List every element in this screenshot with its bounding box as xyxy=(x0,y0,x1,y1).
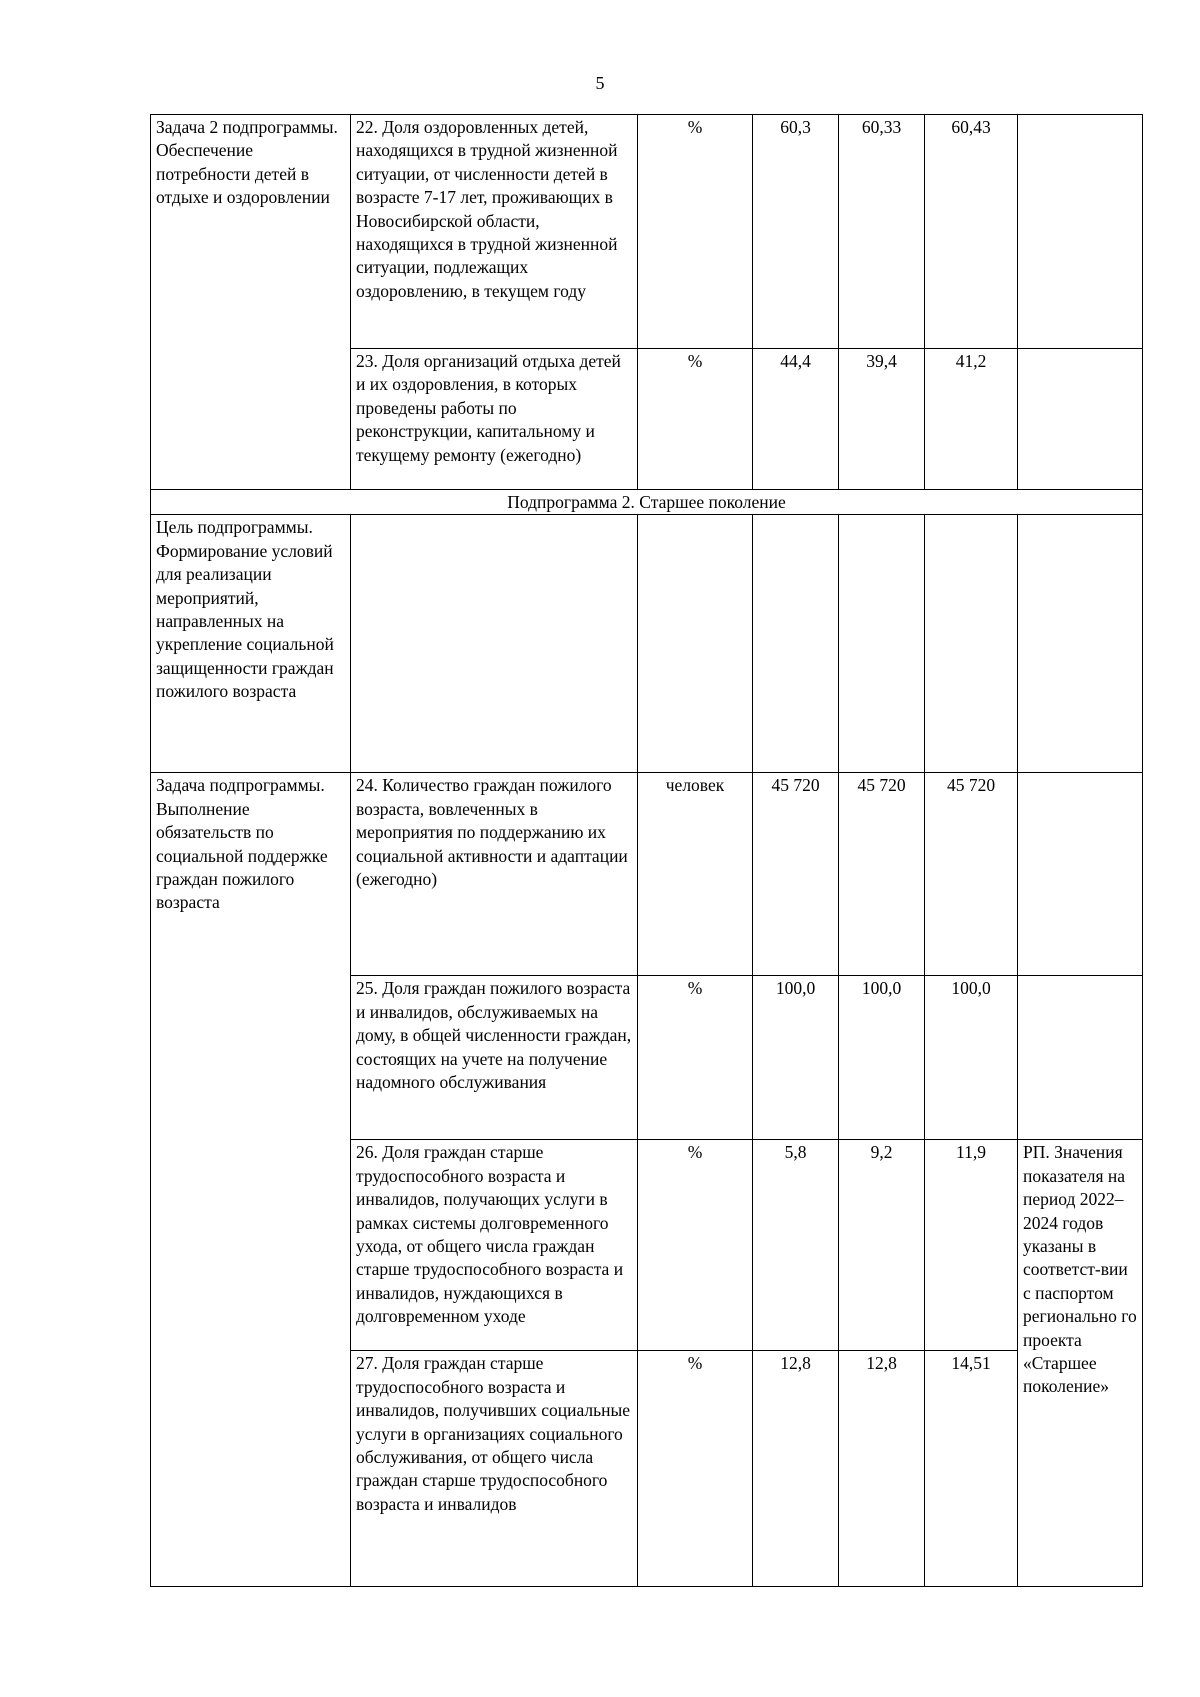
goal-cell: Цель подпрограммы. Формирование условий для реализации мероприятий, направленных на укрепление социальной защищенности граждан пожилого возраста xyxy=(151,515,351,773)
goal-cell: Задача подпрограммы. Выполнение обязательств по социальной поддержке граждан пожилого возраста xyxy=(151,773,351,1587)
unit-cell: % xyxy=(638,976,753,1140)
value-cell-1: 44,4 xyxy=(753,349,839,490)
note-cell xyxy=(1018,349,1143,490)
unit-cell: человек xyxy=(638,773,753,976)
goal-cell: Задача 2 подпрограммы. Обеспечение потребности детей в отдыхе и оздоровлении xyxy=(151,115,351,490)
value-cell-1: 60,3 xyxy=(753,115,839,349)
indicators-table xyxy=(150,114,1143,1587)
indicator-cell xyxy=(351,515,638,773)
value-cell-1: 5,8 xyxy=(753,1140,839,1351)
unit-cell: % xyxy=(638,349,753,490)
value-cell-3: 41,2 xyxy=(925,349,1018,490)
value-cell-3: 100,0 xyxy=(925,976,1018,1140)
section-row xyxy=(151,490,1143,515)
value-cell-2: 45 720 xyxy=(839,773,925,976)
table-row-22 xyxy=(151,115,1143,349)
unit-cell xyxy=(638,515,753,773)
value-cell-2: 100,0 xyxy=(839,976,925,1140)
note-cell xyxy=(1018,976,1143,1140)
unit-cell: % xyxy=(638,1140,753,1351)
note-cell xyxy=(1018,515,1143,773)
unit-cell: % xyxy=(638,115,753,349)
value-cell-2: 9,2 xyxy=(839,1140,925,1351)
unit-cell: % xyxy=(638,1351,753,1587)
value-cell-1: 12,8 xyxy=(753,1351,839,1587)
value-cell-3: 14,51 xyxy=(925,1351,1018,1587)
indicator-cell: 27. Доля граждан старше трудоспособного возраста и инвалидов, получивших социальные услуги в организациях социального обслуживания, от общего числа граждан старше трудоспособного возраста и инвалидов xyxy=(351,1351,638,1587)
table-row-24 xyxy=(151,773,1143,976)
value-cell-1: 45 720 xyxy=(753,773,839,976)
value-cell-2 xyxy=(839,515,925,773)
note-cell xyxy=(1018,115,1143,349)
indicator-cell: 24. Количество граждан пожилого возраста, вовлеченных в мероприятия по поддержанию их социальной активности и адаптации (ежегодно) xyxy=(351,773,638,976)
section-title: Подпрограмма 2. Старшее поколение xyxy=(151,490,1143,515)
value-cell-2: 12,8 xyxy=(839,1351,925,1587)
value-cell-2: 39,4 xyxy=(839,349,925,490)
value-cell-3: 11,9 xyxy=(925,1140,1018,1351)
indicator-cell: 22. Доля оздоровленных детей, находящихся в трудной жизненной ситуации, от численности детей в возрасте 7-17 лет, проживающих в Новосибирской области, находящихся в трудной жизненной ситуации, подлежащих оздоровлению, в текущем году xyxy=(351,115,638,349)
page-number: 5 xyxy=(595,73,605,93)
value-cell-2: 60,33 xyxy=(839,115,925,349)
value-cell-3: 60,43 xyxy=(925,115,1018,349)
indicator-cell: 26. Доля граждан старше трудоспособного возраста и инвалидов, получающих услуги в рамках системы долговременного ухода, от общего числа граждан старше трудоспособного возраста и инвалидов, нуждающихся в долговременном уходе xyxy=(351,1140,638,1351)
value-cell-3 xyxy=(925,515,1018,773)
note-cell: РП. Значения показателя на период 2022–2024 годов указаны в соответст-вии с паспортом регионально го проекта «Старшее поколение» xyxy=(1018,1140,1143,1587)
table-row-goal xyxy=(151,515,1143,773)
indicator-cell: 25. Доля граждан пожилого возраста и инвалидов, обслуживаемых на дому, в общей численности граждан, состоящих на учете на получение надомного обслуживания xyxy=(351,976,638,1140)
value-cell-3: 45 720 xyxy=(925,773,1018,976)
value-cell-1 xyxy=(753,515,839,773)
value-cell-1: 100,0 xyxy=(753,976,839,1140)
note-cell xyxy=(1018,773,1143,976)
indicator-cell: 23. Доля организаций отдыха детей и их оздоровления, в которых проведены работы по реконструкции, капитальному и текущему ремонту (ежегодно) xyxy=(351,349,638,490)
